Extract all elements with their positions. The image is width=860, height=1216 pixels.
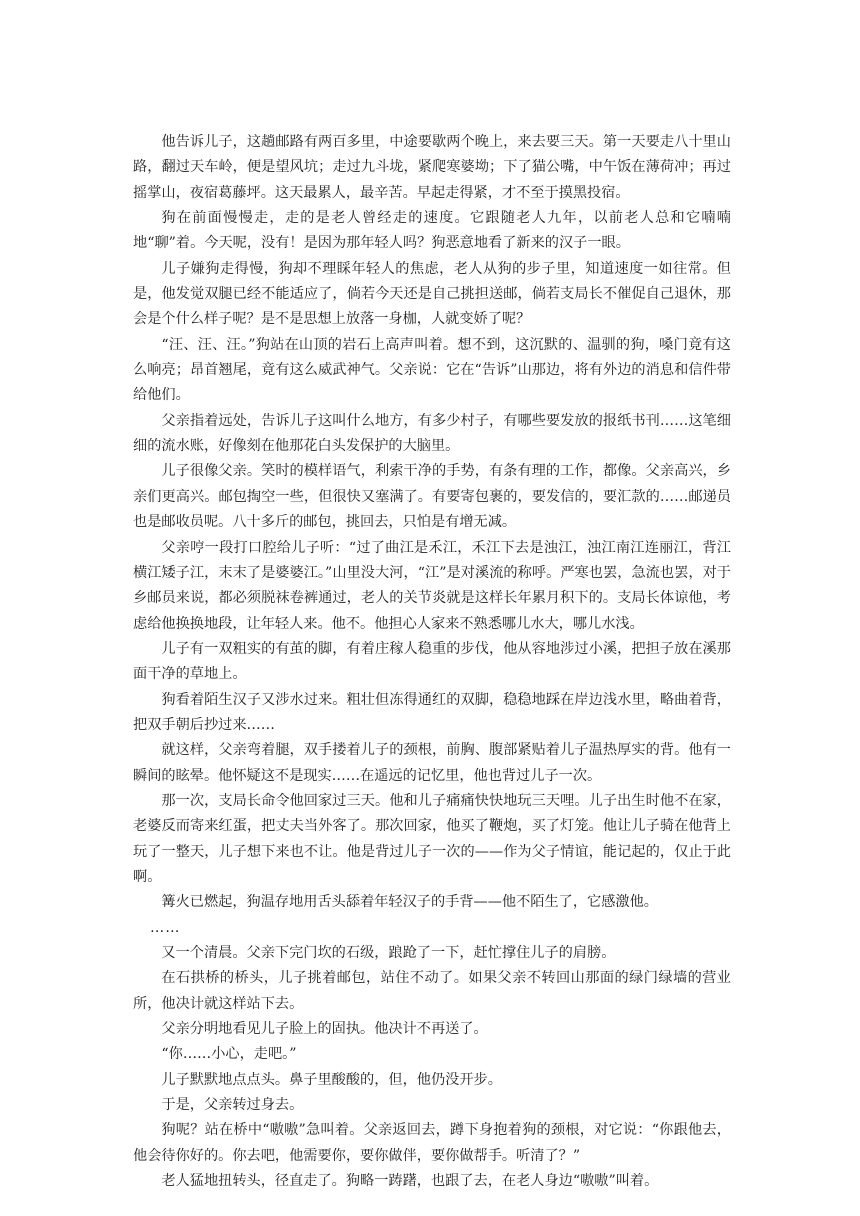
- paragraph: 在石拱桥的桥头，儿子挑着邮包，站住不动了。如果父亲不转回山那面的绿门绿墙的营业所，他决计就这样站下去。: [133, 970, 731, 1012]
- paragraph: 就这样，父亲弯着腿，双手搂着儿子的颈根，前胸、腹部紧贴着儿子温热厚实的背。他有一瞬间的眩晕。他怀疑这不是现实……在遥远的记忆里，他也背过儿子一次。: [133, 742, 731, 784]
- paragraph: 于是，父亲转过身去。: [161, 1097, 304, 1114]
- paragraph: 儿子默默地点点头。鼻子里酸酸的，但，他仍没开步。: [161, 1071, 502, 1088]
- paragraph: 老人猛地扭转头，径直走了。狗略一踌躇，也跟了去，在老人身边“嗷嗷”叫着。: [161, 1173, 659, 1190]
- paragraph: 儿子有一双粗实的有茧的脚，有着庄稼人稳重的步伐，他从容地涉过小溪，把担子放在溪那面干净的草地上。: [133, 640, 731, 683]
- paragraph: 儿子很像父亲。笑时的模样语气，利索干净的手势，有条有理的工作，都像。父亲高兴，乡亲们更高兴。邮包掏空一些，但很快又塞满了。有要寄包裹的，要发信的，要汇款的……邮递员也是邮收员呢。八十多斤的邮包，挑回去，只怕是有增无减。: [133, 463, 731, 531]
- paragraph: 他告诉儿子，这趟邮路有两百多里，中途要歇两个晚上，来去要三天。第一天要走八十里山路，翻过天车岭，便是望风坑；走过九斗垅，紧爬寒婆坳；下了猫公嘴，中午饭在薄荷冲；再过摇掌山，夜宿葛藤坪。这天最累人，最辛苦。早起走得紧，才不至于摸黑投宿。: [133, 134, 731, 201]
- paragraph: 狗呢？站在桥中“嗷嗷”急叫着。父亲返回去，蹲下身抱着狗的颈根，对它说：“你跟他去，他会待你好的。你去吧，他需要你，要你做伴，要你做帮手。听清了？”: [133, 1122, 731, 1164]
- paragraph: 父亲分明地看见儿子脸上的固执。他决计不再送了。: [161, 1021, 488, 1038]
- paragraph: “你……小心，走吧。”: [161, 1046, 297, 1063]
- paragraph: 儿子嫌狗走得慢，狗却不理睬年轻人的焦虑，老人从狗的步子里，知道速度一如往常。但是，他发觉双腿已经不能适应了，倘若今天还是自己挑担送邮，倘若支局长不催促自己退休，那会是个什么样子呢？是不是思想上放落一身枷，人就变娇了呢？: [133, 260, 731, 328]
- ellipsis-separator: ……: [150, 919, 181, 936]
- paragraph: 父亲哼一段打口腔给儿子听：“过了曲江是禾江，禾江下去是浊江，浊江南江连丽江，背江横江矮子江，末末了是婆婆江。”山里没大河，“江”是对溪流的称呼。严寒也罢，急流也罢，对于乡邮员来说，都必须脱袜卷裤通过，老人的关节炎就是这样长年累月积下的。支局长体谅他，考虑给他换换地段，让年轻人来。他不。他担心人家来不熟悉哪儿水大，哪儿水浅。: [133, 539, 731, 632]
- paragraph: 狗在前面慢慢走，走的是老人曾经走的速度。它跟随老人九年，以前老人总和它喃喃地“聊”着。今天呢，没有！是因为那年轻人吗？狗恶意地看了新来的汉子一眼。: [133, 210, 731, 252]
- paragraph: “汪、汪、汪。”狗站在山顶的岩石上高声叫着。想不到，这沉默的、温驯的狗，嗓门竟有这么响亮；昂首翘尾，竟有这么威武神气。父亲说：它在“告诉”山那边，将有外边的消息和信件带给他们。: [133, 336, 731, 404]
- paragraph: 父亲指着远处，告诉儿子这叫什么地方，有多少村子，有哪些要发放的报纸书刊……这笔细细的流水账，好像刻在他那花白头发保护的大脑里。: [133, 412, 731, 455]
- paragraph: 狗看着陌生汉子又涉水过来。粗壮但冻得通红的双脚，稳稳地踩在岸边浅水里，略曲着背，把双手朝后抄过来……: [133, 691, 731, 733]
- article-body: [133, 130, 731, 1194]
- paragraph: 又一个清晨。父亲下完门坎的石级，踉跄了一下，赶忙撑住儿子的肩膀。: [161, 945, 616, 961]
- paragraph: 那一次，支局长命令他回家过三天。他和儿子痛痛快快地玩三天哩。儿子出生时他不在家，老婆反而寄来红蛋，把丈夫当外客了。那次回家，他买了鞭炮，买了灯笼。他让儿子骑在他背上玩了一整天，儿子想下来也不让。他是背过儿子一次的——作为父子情谊，能记起的，仅止于此啊。: [133, 792, 731, 885]
- paragraph: 篝火已燃起，狗温存地用舌头舔着年轻汉子的手背——他不陌生了，它感激他。: [161, 894, 658, 911]
